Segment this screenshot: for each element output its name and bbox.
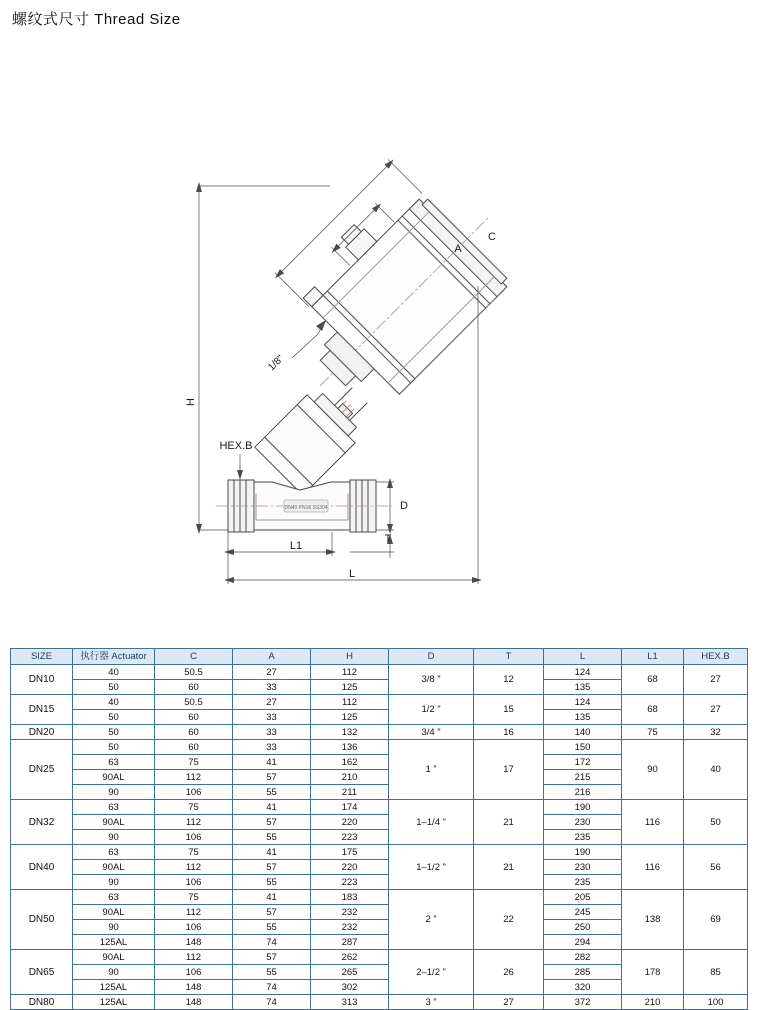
cell-c: 75 bbox=[155, 800, 233, 815]
cell-d: 1–1/4 ” bbox=[389, 800, 474, 845]
table-row bbox=[11, 950, 748, 965]
col-a: A bbox=[233, 649, 311, 665]
col-size: SIZE bbox=[11, 649, 73, 665]
table-row bbox=[11, 890, 748, 905]
cell-l: 250 bbox=[544, 920, 622, 935]
cell-hexb: 50 bbox=[684, 800, 748, 845]
cell-c: 75 bbox=[155, 845, 233, 860]
table-row bbox=[11, 800, 748, 815]
cell-a: 55 bbox=[233, 965, 311, 980]
col-c: C bbox=[155, 649, 233, 665]
cell-a: 57 bbox=[233, 860, 311, 875]
cell-size: DN80 bbox=[11, 995, 73, 1010]
cell-t: 15 bbox=[474, 695, 544, 725]
cell-c: 112 bbox=[155, 950, 233, 965]
table-row bbox=[11, 995, 748, 1010]
cell-actuator: 63 bbox=[73, 845, 155, 860]
dimension-label-l: L bbox=[348, 568, 356, 580]
cell-l: 190 bbox=[544, 800, 622, 815]
cell-h: 232 bbox=[311, 905, 389, 920]
cell-size: DN15 bbox=[11, 695, 73, 725]
cell-l: 124 bbox=[544, 695, 622, 710]
cell-c: 106 bbox=[155, 875, 233, 890]
col-t: T bbox=[474, 649, 544, 665]
cell-c: 75 bbox=[155, 755, 233, 770]
cell-a: 74 bbox=[233, 935, 311, 950]
dimension-label-hexb: HEX.B bbox=[219, 440, 253, 452]
cell-l1: 90 bbox=[622, 740, 684, 800]
cell-actuator: 50 bbox=[73, 740, 155, 755]
col-hexb: HEX.B bbox=[684, 649, 748, 665]
cell-l: 282 bbox=[544, 950, 622, 965]
cell-l: 235 bbox=[544, 830, 622, 845]
cell-actuator: 90AL bbox=[73, 905, 155, 920]
cell-l: 190 bbox=[544, 845, 622, 860]
cell-l: 285 bbox=[544, 965, 622, 980]
cell-l: 245 bbox=[544, 905, 622, 920]
cell-l1: 178 bbox=[622, 950, 684, 995]
cell-h: 223 bbox=[311, 875, 389, 890]
dimension-label-a: A bbox=[454, 243, 462, 255]
cell-h: 125 bbox=[311, 710, 389, 725]
cell-a: 41 bbox=[233, 755, 311, 770]
col-h: H bbox=[311, 649, 389, 665]
cell-h: 220 bbox=[311, 815, 389, 830]
body-marking-text: DN40 PN16 SS304 bbox=[284, 505, 328, 511]
cell-h: 262 bbox=[311, 950, 389, 965]
valve-dimension-drawing bbox=[0, 90, 757, 630]
cell-c: 112 bbox=[155, 770, 233, 785]
cell-a: 41 bbox=[233, 800, 311, 815]
cell-actuator: 90 bbox=[73, 965, 155, 980]
cell-l: 230 bbox=[544, 815, 622, 830]
cell-a: 27 bbox=[233, 695, 311, 710]
cell-d: 2 ” bbox=[389, 890, 474, 950]
cell-actuator: 40 bbox=[73, 695, 155, 710]
cell-c: 60 bbox=[155, 740, 233, 755]
cell-a: 55 bbox=[233, 785, 311, 800]
cell-actuator: 90 bbox=[73, 785, 155, 800]
cell-c: 106 bbox=[155, 830, 233, 845]
cell-actuator: 125AL bbox=[73, 995, 155, 1010]
cell-l: 294 bbox=[544, 935, 622, 950]
cell-l1: 138 bbox=[622, 890, 684, 950]
cell-c: 60 bbox=[155, 680, 233, 695]
cell-c: 60 bbox=[155, 725, 233, 740]
cell-size: DN10 bbox=[11, 665, 73, 695]
cell-d: 1/2 ” bbox=[389, 695, 474, 725]
cell-h: 112 bbox=[311, 665, 389, 680]
cell-t: 21 bbox=[474, 845, 544, 890]
cell-actuator: 90AL bbox=[73, 770, 155, 785]
cell-actuator: 125AL bbox=[73, 980, 155, 995]
cell-actuator: 50 bbox=[73, 710, 155, 725]
table-row bbox=[11, 665, 748, 680]
dimension-label-port: 1/8" bbox=[266, 353, 287, 374]
cell-hexb: 40 bbox=[684, 740, 748, 800]
col-l: L bbox=[544, 649, 622, 665]
cell-h: 232 bbox=[311, 920, 389, 935]
cell-l: 372 bbox=[544, 995, 622, 1010]
cell-hexb: 32 bbox=[684, 725, 748, 740]
cell-l: 205 bbox=[544, 890, 622, 905]
cell-actuator: 90AL bbox=[73, 950, 155, 965]
cell-hexb: 56 bbox=[684, 845, 748, 890]
table-row bbox=[11, 725, 748, 740]
cell-h: 265 bbox=[311, 965, 389, 980]
col-l1: L1 bbox=[622, 649, 684, 665]
cell-h: 220 bbox=[311, 860, 389, 875]
cell-actuator: 90 bbox=[73, 830, 155, 845]
cell-a: 27 bbox=[233, 665, 311, 680]
spec-table-container bbox=[10, 648, 747, 1010]
cell-actuator: 125AL bbox=[73, 935, 155, 950]
cell-c: 106 bbox=[155, 965, 233, 980]
cell-hexb: 69 bbox=[684, 890, 748, 950]
cell-l1: 116 bbox=[622, 845, 684, 890]
cell-c: 50.5 bbox=[155, 695, 233, 710]
cell-h: 112 bbox=[311, 695, 389, 710]
cell-a: 33 bbox=[233, 740, 311, 755]
cell-c: 112 bbox=[155, 860, 233, 875]
cell-actuator: 90AL bbox=[73, 860, 155, 875]
cell-l: 140 bbox=[544, 725, 622, 740]
cell-h: 313 bbox=[311, 995, 389, 1010]
cell-a: 74 bbox=[233, 995, 311, 1010]
table-row bbox=[11, 845, 748, 860]
cell-l: 230 bbox=[544, 860, 622, 875]
cell-c: 106 bbox=[155, 785, 233, 800]
cell-hexb: 27 bbox=[684, 665, 748, 695]
page-title: 螺纹式尺寸 Thread Size bbox=[12, 11, 181, 28]
cell-l1: 210 bbox=[622, 995, 684, 1010]
cell-a: 55 bbox=[233, 830, 311, 845]
cell-t: 22 bbox=[474, 890, 544, 950]
cell-h: 287 bbox=[311, 935, 389, 950]
dimension-label-d: D bbox=[400, 500, 408, 512]
cell-size: DN50 bbox=[11, 890, 73, 950]
cell-d: 1 ” bbox=[389, 740, 474, 800]
cell-d: 3/4 ” bbox=[389, 725, 474, 740]
cell-a: 33 bbox=[233, 725, 311, 740]
cell-c: 106 bbox=[155, 920, 233, 935]
cell-actuator: 63 bbox=[73, 890, 155, 905]
cell-a: 57 bbox=[233, 905, 311, 920]
cell-t: 26 bbox=[474, 950, 544, 995]
col-d: D bbox=[389, 649, 474, 665]
cell-actuator: 90AL bbox=[73, 815, 155, 830]
cell-h: 211 bbox=[311, 785, 389, 800]
cell-t: 21 bbox=[474, 800, 544, 845]
cell-c: 148 bbox=[155, 935, 233, 950]
cell-hexb: 100 bbox=[684, 995, 748, 1010]
cell-t: 12 bbox=[474, 665, 544, 695]
cell-l: 150 bbox=[544, 740, 622, 755]
cell-c: 75 bbox=[155, 890, 233, 905]
cell-l: 235 bbox=[544, 875, 622, 890]
cell-t: 17 bbox=[474, 740, 544, 800]
cell-actuator: 63 bbox=[73, 755, 155, 770]
cell-c: 112 bbox=[155, 815, 233, 830]
cell-hexb: 85 bbox=[684, 950, 748, 995]
cell-l: 135 bbox=[544, 680, 622, 695]
cell-l1: 68 bbox=[622, 665, 684, 695]
cell-d: 1–1/2 ” bbox=[389, 845, 474, 890]
cell-d: 3 ” bbox=[389, 995, 474, 1010]
cell-actuator: 50 bbox=[73, 680, 155, 695]
cell-a: 55 bbox=[233, 875, 311, 890]
table-body bbox=[11, 665, 748, 1010]
cell-t: 27 bbox=[474, 995, 544, 1010]
table-row bbox=[11, 695, 748, 710]
cell-l: 172 bbox=[544, 755, 622, 770]
cell-actuator: 90 bbox=[73, 875, 155, 890]
cell-actuator: 50 bbox=[73, 725, 155, 740]
cell-l: 216 bbox=[544, 785, 622, 800]
cell-h: 125 bbox=[311, 680, 389, 695]
cell-a: 57 bbox=[233, 815, 311, 830]
cell-actuator: 90 bbox=[73, 920, 155, 935]
cell-l1: 75 bbox=[622, 725, 684, 740]
cell-c: 148 bbox=[155, 995, 233, 1010]
cell-l: 124 bbox=[544, 665, 622, 680]
cell-h: 210 bbox=[311, 770, 389, 785]
cell-l: 135 bbox=[544, 710, 622, 725]
cell-a: 33 bbox=[233, 710, 311, 725]
cell-a: 57 bbox=[233, 950, 311, 965]
cell-h: 302 bbox=[311, 980, 389, 995]
cell-hexb: 27 bbox=[684, 695, 748, 725]
cell-size: DN25 bbox=[11, 740, 73, 800]
cell-size: DN65 bbox=[11, 950, 73, 995]
cell-h: 183 bbox=[311, 890, 389, 905]
cell-l1: 116 bbox=[622, 800, 684, 845]
thread-size-table bbox=[10, 648, 748, 1010]
cell-size: DN32 bbox=[11, 800, 73, 845]
dimension-label-t: T bbox=[384, 533, 392, 545]
dimension-label-l1: L1 bbox=[289, 540, 303, 552]
cell-a: 57 bbox=[233, 770, 311, 785]
cell-h: 136 bbox=[311, 740, 389, 755]
dimension-label-h: H bbox=[185, 398, 197, 406]
cell-a: 41 bbox=[233, 845, 311, 860]
cell-size: DN20 bbox=[11, 725, 73, 740]
cell-c: 148 bbox=[155, 980, 233, 995]
cell-actuator: 63 bbox=[73, 800, 155, 815]
cell-l: 215 bbox=[544, 770, 622, 785]
cell-size: DN40 bbox=[11, 845, 73, 890]
table-header-row bbox=[11, 649, 748, 665]
cell-h: 175 bbox=[311, 845, 389, 860]
cell-h: 174 bbox=[311, 800, 389, 815]
cell-h: 162 bbox=[311, 755, 389, 770]
cell-c: 50.5 bbox=[155, 665, 233, 680]
cell-d: 2–1/2 ” bbox=[389, 950, 474, 995]
cell-h: 132 bbox=[311, 725, 389, 740]
col-actuator: 执行器 Actuator bbox=[73, 649, 155, 665]
cell-t: 16 bbox=[474, 725, 544, 740]
cell-c: 60 bbox=[155, 710, 233, 725]
cell-d: 3/8 ” bbox=[389, 665, 474, 695]
cell-a: 55 bbox=[233, 920, 311, 935]
cell-a: 41 bbox=[233, 890, 311, 905]
dimension-label-c: C bbox=[488, 231, 496, 243]
table-row bbox=[11, 740, 748, 755]
cell-c: 112 bbox=[155, 905, 233, 920]
cell-l1: 68 bbox=[622, 695, 684, 725]
cell-actuator: 40 bbox=[73, 665, 155, 680]
cell-a: 74 bbox=[233, 980, 311, 995]
cell-l: 320 bbox=[544, 980, 622, 995]
cell-h: 223 bbox=[311, 830, 389, 845]
cell-a: 33 bbox=[233, 680, 311, 695]
